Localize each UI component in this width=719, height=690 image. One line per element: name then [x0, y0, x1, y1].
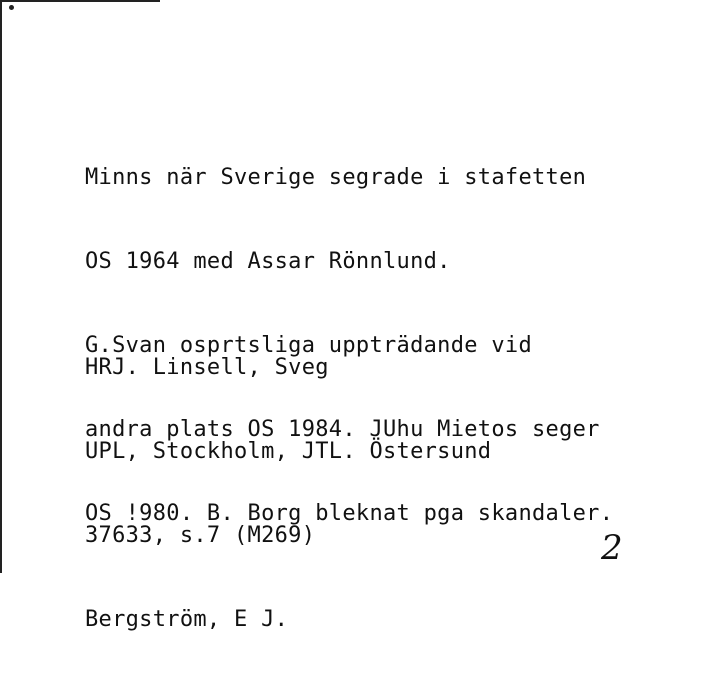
reference-text — [85, 298, 491, 690]
note-line: G.Svan osprtsliga uppträdande vid — [85, 333, 532, 358]
card-border-top — [0, 0, 160, 2]
reference-line: 37633, s.7 (M269) — [85, 523, 316, 548]
card-border-left — [0, 0, 2, 573]
note-line: OS 1964 med Assar Rönnlund. — [85, 249, 451, 274]
note-line: Minns när Sverige segrade i stafetten — [85, 165, 587, 190]
page-number: 2 — [601, 528, 623, 568]
reference-line: HRJ. Linsell, Sveg — [85, 355, 329, 380]
punch-dot-icon — [9, 5, 14, 10]
reference-line: Bergström, E J. — [85, 607, 289, 632]
note-line: andra plats OS 1984. JUhu Mietos seger — [85, 417, 600, 442]
reference-line: UPL, Stockholm, JTL. Östersund — [85, 439, 492, 464]
note-line: OS !980. B. Borg bleknat pga skandaler. — [85, 501, 614, 526]
